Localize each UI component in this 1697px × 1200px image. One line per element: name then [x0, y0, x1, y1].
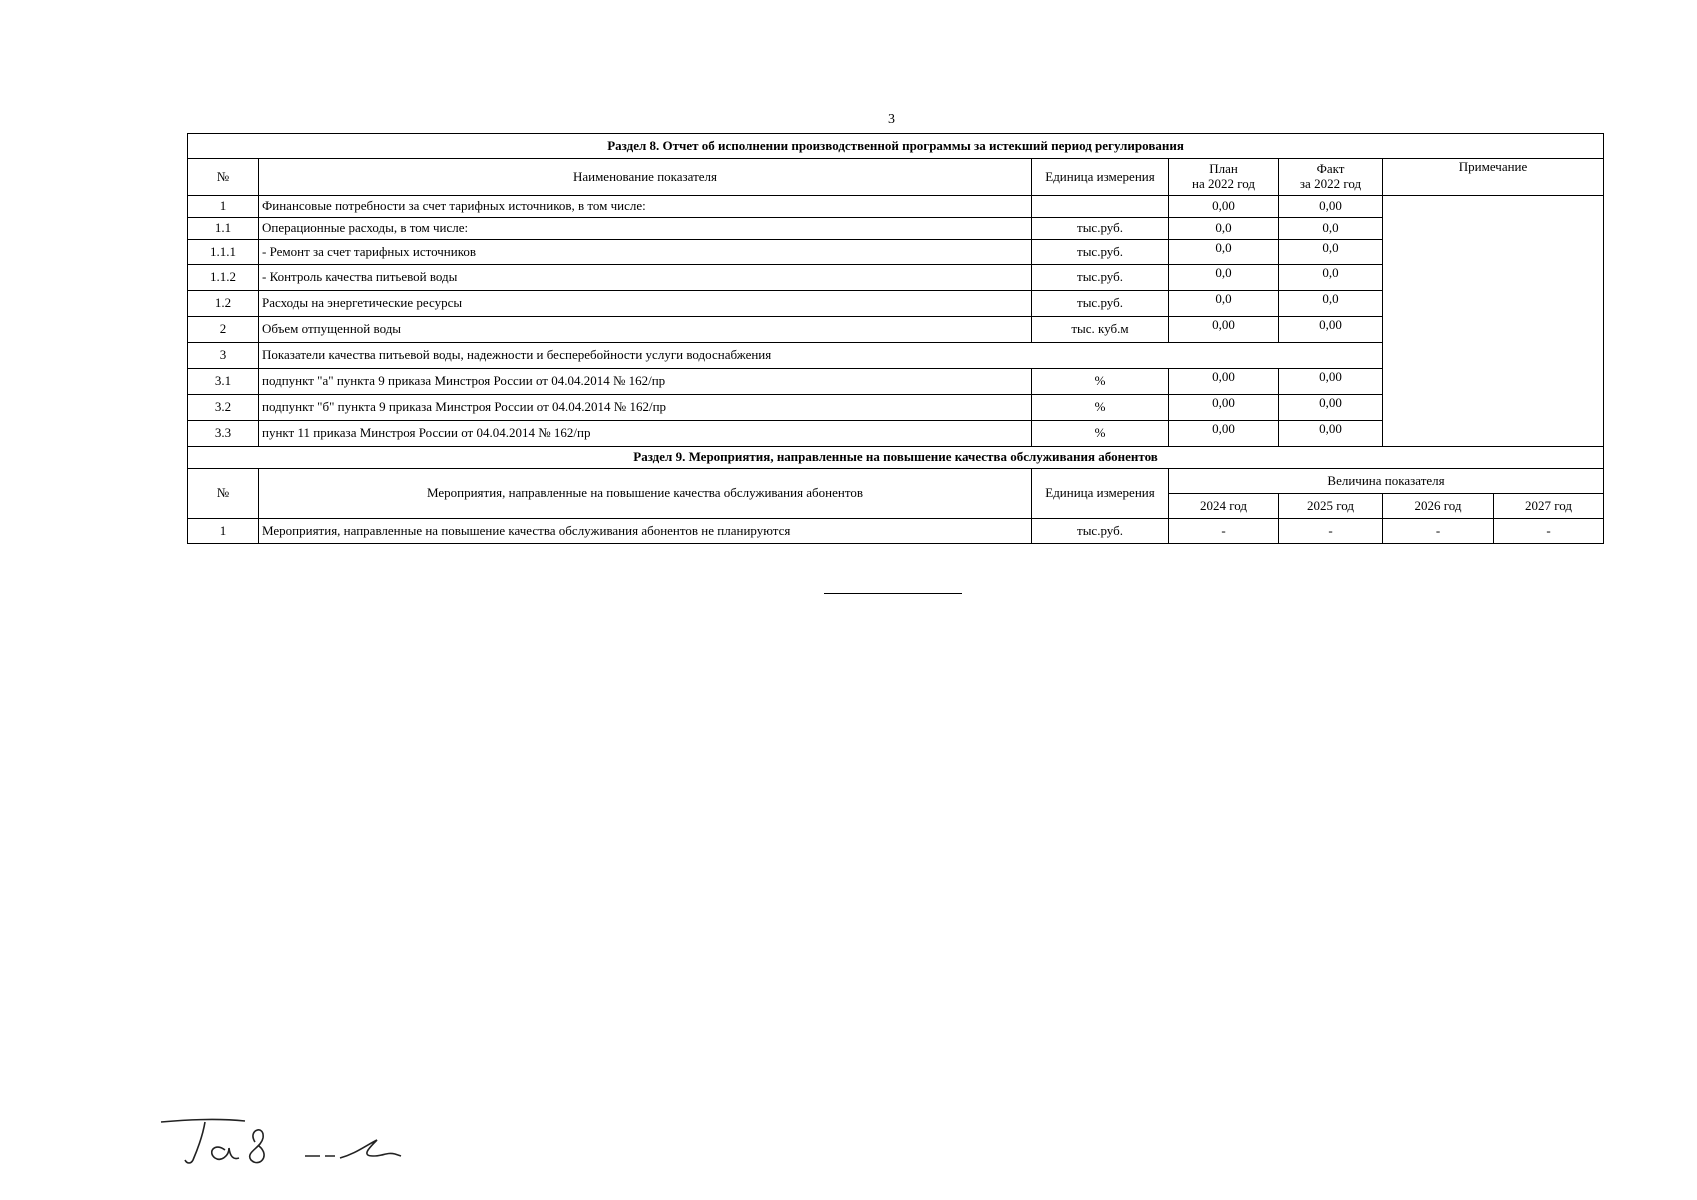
- row-plan: 0,0: [1169, 291, 1279, 317]
- s9-header-unit: Единица измерения: [1032, 469, 1169, 519]
- row-num: 2: [188, 317, 259, 343]
- row-fact: 0,0: [1279, 265, 1383, 291]
- row-num: 1: [188, 196, 259, 218]
- row-num: 3.1: [188, 369, 259, 395]
- section9-header-row: [188, 469, 1604, 494]
- section9-title: Раздел 9. Мероприятия, направленные на повышение качества обслуживания абонентов: [188, 447, 1604, 469]
- row-plan: 0,0: [1169, 218, 1279, 240]
- s9-header-num: №: [188, 469, 259, 519]
- row-value: -: [1169, 519, 1279, 544]
- row-unit: тыс.руб.: [1032, 291, 1169, 317]
- row-plan: 0,00: [1169, 196, 1279, 218]
- row-num: 3: [188, 343, 259, 369]
- row-fact: 0,0: [1279, 291, 1383, 317]
- row-name: Расходы на энергетические ресурсы: [259, 291, 1032, 317]
- row-num: 1: [188, 519, 259, 544]
- page-number: 3: [888, 112, 895, 127]
- header-note: Примечание: [1383, 159, 1604, 196]
- row-unit: тыс. куб.м: [1032, 317, 1169, 343]
- row-plan: 0,0: [1169, 265, 1279, 291]
- table-row: [188, 519, 1604, 544]
- row-fact: 0,00: [1279, 421, 1383, 447]
- row-unit: %: [1032, 395, 1169, 421]
- row-num: 1.1.2: [188, 265, 259, 291]
- row-fact: 0,00: [1279, 196, 1383, 218]
- row-name: Объем отпущенной воды: [259, 317, 1032, 343]
- row-plan: 0,00: [1169, 317, 1279, 343]
- s9-header-year: 2025 год: [1279, 494, 1383, 519]
- row-plan: 0,00: [1169, 421, 1279, 447]
- separator-line: [824, 593, 962, 594]
- report-table: [187, 133, 1604, 544]
- row-unit: тыс.руб.: [1032, 519, 1169, 544]
- row-num: 1.1: [188, 218, 259, 240]
- s9-header-year: 2024 год: [1169, 494, 1279, 519]
- row-unit: [1032, 196, 1169, 218]
- row-num: 1.1.1: [188, 240, 259, 265]
- s9-header-value-group: Величина показателя: [1169, 469, 1604, 494]
- row-plan: 0,0: [1169, 240, 1279, 265]
- row-name: - Ремонт за счет тарифных источников: [259, 240, 1032, 265]
- s9-header-year: 2026 год: [1383, 494, 1494, 519]
- row-name: пункт 11 приказа Минстроя России от 04.04.2014 № 162/пр: [259, 421, 1032, 447]
- handwritten-signature: [155, 1112, 435, 1172]
- row-name: подпункт "а" пункта 9 приказа Минстроя России от 04.04.2014 № 162/пр: [259, 369, 1032, 395]
- row-unit: %: [1032, 421, 1169, 447]
- row-value: -: [1279, 519, 1383, 544]
- row-unit: тыс.руб.: [1032, 240, 1169, 265]
- row-value: -: [1494, 519, 1604, 544]
- section8-header-row: [188, 159, 1604, 196]
- row-fact: 0,00: [1279, 317, 1383, 343]
- header-fact-line2: за 2022 год: [1299, 176, 1362, 191]
- row-fact: 0,0: [1279, 240, 1383, 265]
- row-name: Финансовые потребности за счет тарифных источников, в том числе:: [259, 196, 1032, 218]
- header-unit: Единица измерения: [1032, 159, 1169, 196]
- header-num: №: [188, 159, 259, 196]
- header-plan-line1: План: [1209, 161, 1238, 177]
- row-unit: тыс.руб.: [1032, 265, 1169, 291]
- row-num: 1.2: [188, 291, 259, 317]
- header-indicator-name: Наименование показателя: [259, 159, 1032, 196]
- row-unit: %: [1032, 369, 1169, 395]
- row-unit: тыс.руб.: [1032, 218, 1169, 240]
- s9-header-year: 2027 год: [1494, 494, 1604, 519]
- row-plan: 0,00: [1169, 395, 1279, 421]
- header-fact-line1: Факт: [1316, 161, 1345, 177]
- note-cell: [1383, 196, 1604, 447]
- row-name: Операционные расходы, в том числе:: [259, 218, 1032, 240]
- row-num: 3.3: [188, 421, 259, 447]
- header-plan-line2: на 2022 год: [1192, 176, 1255, 191]
- s9-header-measures: Мероприятия, направленные на повышение качества обслуживания абонентов: [259, 469, 1032, 519]
- row-name: подпункт "б" пункта 9 приказа Минстроя России от 04.04.2014 № 162/пр: [259, 395, 1032, 421]
- row-fact: 0,00: [1279, 395, 1383, 421]
- header-plan: [1169, 159, 1279, 196]
- row-num: 3.2: [188, 395, 259, 421]
- row-value: -: [1383, 519, 1494, 544]
- row-plan: 0,00: [1169, 369, 1279, 395]
- row-fact: 0,00: [1279, 369, 1383, 395]
- row-fact: 0,0: [1279, 218, 1383, 240]
- row-name: Показатели качества питьевой воды, надежности и бесперебойности услуги водоснабжения: [259, 343, 1383, 369]
- table-row: [188, 196, 1604, 218]
- row-name: - Контроль качества питьевой воды: [259, 265, 1032, 291]
- section8-title: Раздел 8. Отчет об исполнении производственной программы за истекший период регулирования: [188, 134, 1604, 159]
- header-fact: [1279, 159, 1383, 196]
- row-name: Мероприятия, направленные на повышение качества обслуживания абонентов не планируются: [259, 519, 1032, 544]
